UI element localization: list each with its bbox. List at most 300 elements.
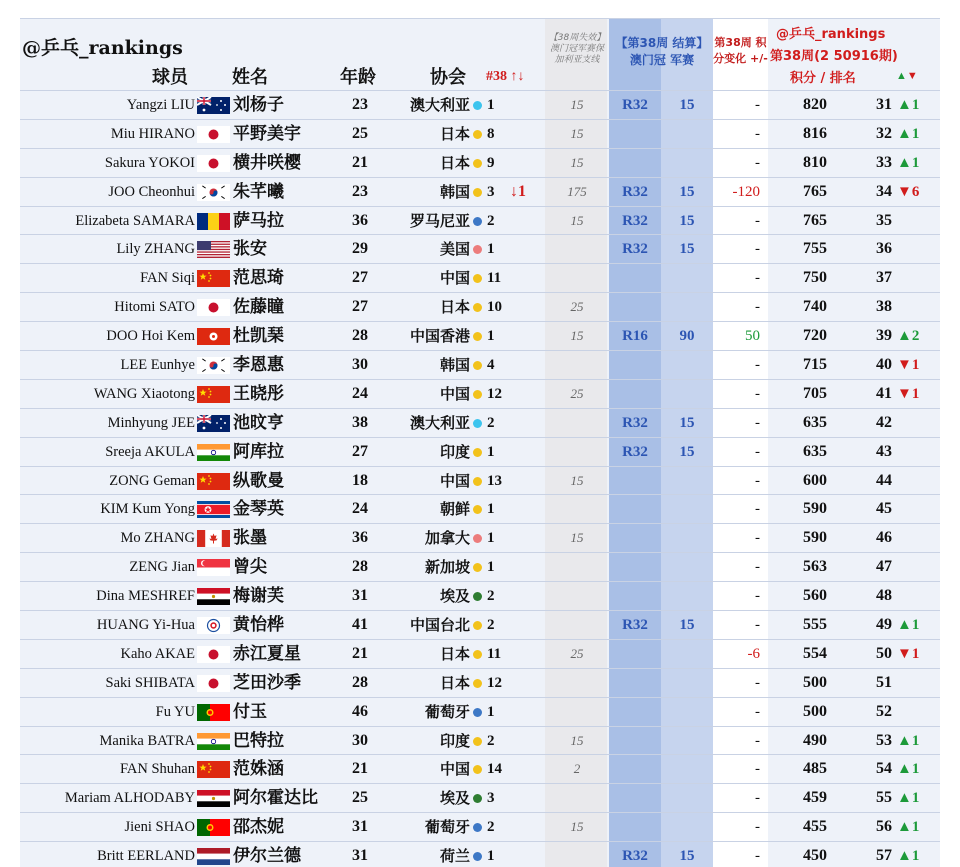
table-row [20,350,940,379]
score: 555 [803,616,827,634]
world-rank: 46 [876,529,892,547]
player-chinese-name: 巴特拉 [233,730,284,751]
result-points: 90 [679,328,695,345]
points-change: - [755,819,760,836]
player-english-name: WANG Xiaotong [93,385,195,402]
player-age: 27 [352,269,368,287]
flag-icon [197,97,230,114]
expired-points: 15 [570,732,584,748]
player-english-name: Hitomi SATO [114,299,195,316]
association-rank: 2 [487,212,495,229]
points-change: - [755,472,760,489]
expired-points: 15 [570,125,584,141]
association-rank: 4 [487,357,495,374]
flag-icon [197,444,230,461]
expired-points: 25 [570,645,584,661]
player-english-name: ZENG Jian [129,559,195,576]
rankings-table [20,90,940,867]
association: 日本 [439,153,470,172]
association-dot-icon [473,274,482,283]
association-dot-icon [473,621,482,630]
flag-icon [197,790,230,807]
result-round [609,380,661,409]
table-row [20,408,940,437]
result-points: 15 [679,443,695,460]
result-round [609,524,661,553]
result-round: R32 [622,183,648,200]
association-dot-icon [473,765,482,774]
association: 葡萄牙 [424,702,470,721]
player-english-name: JOO Cheonhui [108,183,195,200]
association-dot-icon [473,823,482,832]
world-rank: 40 [876,356,892,374]
expired-points: 2 [573,761,581,777]
player-age: 36 [352,211,368,229]
association-dot-icon [473,852,482,861]
player-age: 21 [352,153,368,171]
association-dot-icon [473,245,482,254]
table-row [20,494,940,523]
flag-icon [197,646,230,663]
down-arrow-icon: ▼ [906,70,918,82]
flag-icon [197,675,230,692]
world-rank: 32 [876,124,892,142]
world-rank: 52 [876,702,892,720]
association: 埃及 [439,587,470,606]
flag-icon [197,559,230,576]
flag-icon [197,328,230,345]
score: 554 [803,644,827,662]
expired-points: 15 [570,819,584,835]
result-round [609,784,661,813]
score: 635 [803,442,827,460]
association-dot-icon [473,217,482,226]
association-rank: 2 [487,819,495,836]
association: 中国台北 [409,616,470,635]
table-row [20,783,940,812]
points-change: - [755,414,760,431]
player-age: 23 [352,182,368,200]
player-age: 31 [352,818,368,836]
player-english-name: Dina MESHREF [96,588,195,605]
player-age: 30 [352,731,368,749]
player-english-name: Miu HIRANO [110,125,195,142]
player-chinese-name: 梅谢芙 [233,586,284,607]
association-rank: 3 [487,790,495,807]
association-dot-icon [473,448,482,457]
association-rank: 2 [487,414,495,431]
player-chinese-name: 李恩惠 [233,355,284,376]
world-rank: 45 [876,500,892,518]
header-points-change: 第38周 积分变化 +/- [713,36,768,65]
player-age: 29 [352,240,368,258]
association-dot-icon [473,159,482,168]
result-round [609,669,661,698]
world-rank: 38 [876,298,892,316]
rank-move-badge: ▲1 [897,617,920,634]
association-dot-icon [473,361,482,370]
score: 750 [803,269,827,287]
result-points [661,553,713,582]
world-rank: 53 [876,731,892,749]
result-round [609,640,661,669]
player-chinese-name: 张安 [233,239,267,260]
score: 490 [803,731,827,749]
score: 715 [803,356,827,374]
player-chinese-name: 伊尔兰德 [233,846,301,867]
flag-icon [197,241,230,258]
result-points [661,495,713,524]
result-round: R16 [622,328,648,345]
association: 埃及 [439,789,470,808]
result-points [661,351,713,380]
result-round [609,467,661,496]
score: 560 [803,587,827,605]
expired-points: 25 [570,385,584,401]
score: 590 [803,500,827,518]
world-rank: 44 [876,471,892,489]
result-points [661,813,713,842]
player-english-name: FAN Siqi [140,270,195,287]
result-points [661,524,713,553]
result-points [661,149,713,178]
points-change: - [755,617,760,634]
result-round [609,727,661,756]
header-expired-points: 【38周失效】澳门冠军赛保加利亚支线 [548,33,606,65]
result-points [661,120,713,149]
expired-points [546,495,608,524]
flag-icon [197,733,230,750]
flag-icon [197,184,230,201]
result-round [609,120,661,149]
score: 455 [803,818,827,836]
player-chinese-name: 黄怡桦 [233,615,284,636]
expired-points [546,582,608,611]
association-dot-icon [473,563,482,572]
player-chinese-name: 纵歌曼 [233,470,284,491]
association-dot-icon [473,390,482,399]
player-english-name: ZONG Geman [109,472,195,489]
association: 朝鲜 [439,500,470,519]
result-round: R32 [622,241,648,258]
rank-move-badge: ▼1 [897,385,920,402]
result-points [661,467,713,496]
player-english-name: Elizabeta SAMARA [75,212,195,229]
header-player: 球员 [152,67,188,88]
association-dot-icon [473,419,482,428]
player-age: 36 [352,529,368,547]
expired-points: 175 [567,183,587,199]
association-rank: 2 [487,732,495,749]
player-english-name: Saki SHIBATA [105,674,195,691]
world-rank: 35 [876,211,892,229]
association-dot-icon [473,650,482,659]
result-points [661,264,713,293]
expired-points [546,553,608,582]
player-english-name: Mariam ALHODABY [64,790,195,807]
player-age: 25 [352,789,368,807]
world-rank: 34 [876,182,892,200]
world-rank: 56 [876,818,892,836]
player-chinese-name: 邵杰妮 [233,817,284,838]
rank-move-badge: ▲1 [897,790,920,807]
player-age: 31 [352,847,368,865]
rank-move-badge: ▲1 [897,819,920,836]
association-rank: 1 [487,97,495,113]
flag-icon [197,530,230,547]
flag-icon [197,155,230,172]
expired-points: 15 [570,530,584,546]
table-row [20,148,940,177]
association: 美国 [439,240,470,259]
expired-points: 15 [570,212,584,228]
player-age: 38 [352,413,368,431]
table-row [20,321,940,350]
player-chinese-name: 曾尖 [233,557,267,578]
points-change: - [755,385,760,402]
player-age: 25 [352,124,368,142]
result-round [609,264,661,293]
expired-points: 15 [570,154,584,170]
association-dot-icon [473,679,482,688]
world-rank: 51 [876,673,892,691]
association-rank: 12 [487,385,502,402]
player-english-name: LEE Eunhye [120,357,195,374]
flag-icon [197,473,230,490]
result-points [661,669,713,698]
points-change: - [755,97,760,113]
association-rank: 11 [487,645,502,662]
player-chinese-name: 付玉 [233,701,267,722]
result-points: 15 [679,414,695,431]
table-row [20,437,940,466]
up-arrow-icon: ▲ [896,70,907,82]
result-round [609,149,661,178]
player-chinese-name: 池旼亨 [233,412,284,433]
flag-icon [197,126,230,143]
flag-icon [197,299,230,316]
player-chinese-name: 萨马拉 [233,210,284,231]
score: 563 [803,558,827,576]
association: 日本 [439,673,470,692]
header-name: 姓名 [232,67,268,88]
association-dot-icon [473,737,482,746]
points-change: - [755,732,760,749]
expired-points: 15 [570,328,584,344]
player-age: 23 [352,96,368,113]
result-points: 15 [679,848,695,865]
result-points [661,582,713,611]
score: 600 [803,471,827,489]
player-english-name: Sakura YOKOI [104,154,195,171]
player-chinese-name: 张墨 [233,528,267,549]
rank-move-badge: ▲1 [897,848,920,865]
score: 635 [803,413,827,431]
player-age: 21 [352,644,368,662]
association: 葡萄牙 [424,818,470,837]
world-rank: 50 [876,644,892,662]
world-rank: 43 [876,442,892,460]
player-age: 46 [352,702,368,720]
result-points: 15 [679,212,695,229]
result-round: R32 [622,848,648,865]
points-change: - [755,154,760,171]
association: 中国 [439,269,470,288]
association: 日本 [439,644,470,663]
association: 新加坡 [424,558,470,577]
rank-move-badge: ▲1 [897,97,920,113]
flag-icon [197,386,230,403]
flag-icon [197,357,230,374]
world-rank: 47 [876,558,892,576]
player-age: 24 [352,500,368,518]
association: 韩国 [439,182,470,201]
player-english-name: Britt EERLAND [97,848,195,865]
points-change: - [755,790,760,807]
rank-move-badge: ▼1 [897,357,920,374]
expired-points [546,698,608,727]
points-change: - [755,530,760,547]
association-dot-icon [473,592,482,601]
association-rank: 12 [487,674,502,691]
header-week-result: 【第38周 结算】澳门冠 军赛 [615,36,709,67]
points-change: - [755,761,760,778]
player-english-name: Kaho AKAE [120,645,195,662]
expired-points [546,235,608,264]
expired-points [546,351,608,380]
player-age: 21 [352,760,368,778]
score: 820 [803,96,827,113]
flag-icon [197,761,230,778]
points-change: - [755,299,760,316]
association-dot-icon [473,505,482,514]
world-rank: 55 [876,789,892,807]
association: 罗马尼亚 [409,211,470,230]
header-period: 第38周(2 50916期) [770,49,898,64]
association-rank: 9 [487,154,495,171]
expired-points [546,409,608,438]
player-english-name: KIM Kum Yong [100,501,195,518]
association: 日本 [439,298,470,317]
player-english-name: Jieni SHAO [124,819,195,836]
player-english-name: Yangzi LIU [126,97,195,113]
player-chinese-name: 朱芊曦 [233,181,284,202]
world-rank: 57 [876,847,892,865]
expired-points [546,438,608,467]
association: 荷兰 [439,847,470,866]
result-points [661,698,713,727]
score: 705 [803,384,827,402]
score: 765 [803,211,827,229]
table-row [20,379,940,408]
world-rank: 37 [876,269,892,287]
score: 485 [803,760,827,778]
player-age: 24 [352,384,368,402]
result-points [661,380,713,409]
points-change: -6 [747,645,760,662]
player-english-name: HUANG Yi-Hua [96,617,195,634]
table-row [20,292,940,321]
association-rank: 1 [487,443,495,460]
expired-points [546,669,608,698]
points-change: - [755,848,760,865]
player-chinese-name: 范思琦 [233,268,284,289]
association-rank: 1 [487,559,495,576]
association-rank-move: ↓1 [510,182,526,200]
result-round: R32 [622,97,648,113]
result-round: R32 [622,414,648,431]
association: 中国 [439,471,470,490]
player-english-name: Manika BATRA [99,732,195,749]
player-age: 28 [352,327,368,345]
table-row [20,668,940,697]
points-change: - [755,270,760,287]
table-row [20,119,940,148]
table-row [20,754,940,783]
expired-points: 25 [570,299,584,315]
flag-icon [197,617,230,634]
flag-icon [197,819,230,836]
table-row [20,234,940,263]
association-rank: 11 [487,270,502,287]
player-english-name: Minhyung JEE [107,414,195,431]
expired-points [546,784,608,813]
table-row [20,697,940,726]
player-chinese-name: 王晓彤 [233,383,284,404]
association: 日本 [439,124,470,143]
score: 450 [803,847,827,865]
header-score-rank: 积分 / 排名 [790,71,856,86]
table-row [20,90,940,119]
association: 澳大利亚 [409,413,470,432]
score: 816 [803,124,827,142]
world-rank: 39 [876,327,892,345]
player-english-name: FAN Shuhan [119,761,195,778]
association-rank: 2 [487,588,495,605]
association-dot-icon [473,303,482,312]
result-points: 15 [679,241,695,258]
association: 印度 [439,731,470,750]
rank-move-badge: ▲2 [897,328,920,345]
player-chinese-name: 平野美宇 [233,123,301,144]
result-points [661,784,713,813]
result-round: R32 [622,212,648,229]
rank-move-badge: ▼6 [897,183,920,200]
flag-icon [197,588,230,605]
score: 810 [803,153,827,171]
association-rank: 1 [487,328,495,345]
table-row [20,610,940,639]
player-age: 28 [352,673,368,691]
player-chinese-name: 芝田沙季 [233,672,301,693]
player-age: 30 [352,356,368,374]
table-row [20,177,940,206]
result-points [661,640,713,669]
world-rank: 31 [876,96,892,113]
score: 755 [803,240,827,258]
result-round [609,351,661,380]
association-rank: 1 [487,241,495,258]
result-round [609,582,661,611]
player-english-name: Lily ZHANG [116,241,195,258]
table-row [20,552,940,581]
association-rank: 2 [487,617,495,634]
points-change: - [755,588,760,605]
flag-icon [197,501,230,518]
player-chinese-name: 杜凯琹 [233,326,284,347]
header-age: 年龄 [340,67,376,88]
association-rank: 1 [487,501,495,518]
